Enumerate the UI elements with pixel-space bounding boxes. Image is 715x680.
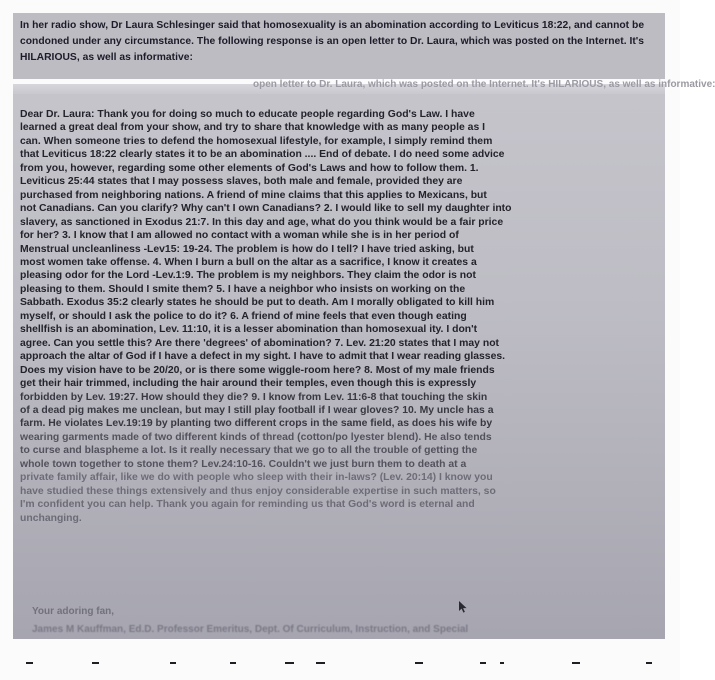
letter-line: approach the altar of God if I have a defect in my sight. I have to admit that I wear reading glasses. [20,351,506,363]
dash-mark [500,662,504,664]
dash-mark [92,662,99,664]
dash-mark [26,662,33,664]
letter-line: forbidden by Lev. 19:27. How should they die? 9. I know from Lev. 11:6-8 that touching the skin [20,391,488,403]
letter-line: pleasing to them. Should I smite them? 5. I have a neighbor who insists on working on the [20,283,466,295]
letter-signoff: Your adoring fan, [32,606,115,617]
letter-line: learned a great deal from your show, and try to share that knowledge with as many people as I [20,122,486,134]
letter-line: Does my vision have to be 20/20, or is there some wiggle-room here? 8. Most of my male friends [20,364,495,376]
letter-line: wearing garments made of two different kinds of thread (cotton/po lyester blend). He also tends [20,431,492,443]
letter-line: Leviticus 25:44 states that I may possess slaves, both male and female, provided they are [20,176,463,188]
letter-line: to curse and blaspheme a lot. Is it really necessary that we go to all the trouble of getting the [20,445,478,457]
letter-line: pleasing odor for the Lord -Lev.1:9. The problem is my neighbors. They claim the odor is not [20,270,476,282]
letter-line: purchased from neighboring nations. A friend of mine claims that this applies to Mexicans, but [20,189,487,201]
bottom-dash-remnants [20,660,660,666]
letter-line: whole town together to stone them? Lev.24:10-16. Couldn't we just burn them to death at a [20,458,467,470]
letter-body [20,108,659,525]
dash-mark [646,662,652,664]
dash-mark [415,662,423,664]
letter-line: from you, however, regarding some other elements of God's Laws and how to follow them. 1. [20,162,479,174]
letter-line: not Canadians. Can you clarify? Why can't I own Canadians? 2. I would like to sell my daughter into [20,203,512,215]
letter-line: Dear Dr. Laura: Thank you for doing so much to educate people regarding God's Law. I have [20,109,475,120]
letter-line: shellfish is an abomination, Lev. 11:10, it is a lesser abomination than homosexual ity. I don't [20,324,478,336]
dash-mark [480,662,486,664]
letter-line: Menstrual uncleanliness -Lev15: 19-24. The problem is how do I tell? I have tried asking, but [20,243,474,255]
dash-mark [572,662,580,664]
intro-text: In her radio show, Dr Laura Schlesinger said that homosexuality is an abomination according to Leviticus 18:22, and cannot be condoned under any circumstance. The following response is an open letter to Dr. Laura, which was posted on the Internet. It's HILARIOUS, as well as informative: [20,20,645,63]
letter-line: most women take offense. 4. When I burn a bull on the altar as a sacrifice, I know it creates a [20,256,477,268]
open-letter-panel [13,94,665,639]
letter-line: get their hair trimmed, including the hair around their temples, even though this is expressly [20,378,477,390]
dash-mark [230,662,236,664]
letter-line: have studied these things extensively and thus enjoy considerable expertise in such matters, so [20,485,496,497]
letter-line: farm. He violates Lev.19:19 by planting two different crops in the same field, as does his wife by [20,418,493,430]
letter-line: private family affair, like we do with people who sleep with their in-laws? (Lev. 20:14) I know you [20,472,493,484]
letter-line: Sabbath. Exodus 35:2 clearly states he should be put to death. Am I morally obligated to kill him [20,297,495,309]
intro-banner [13,13,665,79]
ghost-text: open letter to Dr. Laura, which was posted on the Internet. It's HILARIOUS, as well as informative: [253,79,715,90]
dash-mark [170,662,176,664]
letter-line: of a dead pig makes me unclean, but may I still play football if I wear gloves? 10. My uncle has a [20,404,494,416]
letter-line: for her? 3. I know that I am allowed no contact with a woman while she is in her period of [20,230,459,242]
letter-line: unchanging. [20,512,82,524]
letter-line: agree. Can you settle this? Are there 'degrees' of abomination? 7. Lev. 21:20 states that I may not [20,337,499,349]
letter-signature: James M Kauffman, Ed.D. Professor Emeritus, Dept. Of Curriculum, Instruction, and Special [32,624,469,635]
dash-mark [285,662,294,664]
letter-line: can. When someone tries to defend the homosexual lifestyle, for example, I simply remind them [20,135,493,147]
letter-line: myself, or should I ask the police to do it? 6. A friend of mine feels that even though eating [20,310,467,322]
dash-mark [316,662,325,664]
mouse-pointer-icon [458,600,468,614]
letter-line: that Leviticus 18:22 clearly states it to be an abomination .... End of debate. I do need some advice [20,149,505,161]
letter-line: I'm confident you can help. Thank you again for reminding us that God's word is eternal and [20,499,475,511]
letter-line: slavery, as sanctioned in Exodus 21:7. In this day and age, what do you think would be a fair price [20,216,504,228]
ghost-duplicate-line [13,79,715,94]
